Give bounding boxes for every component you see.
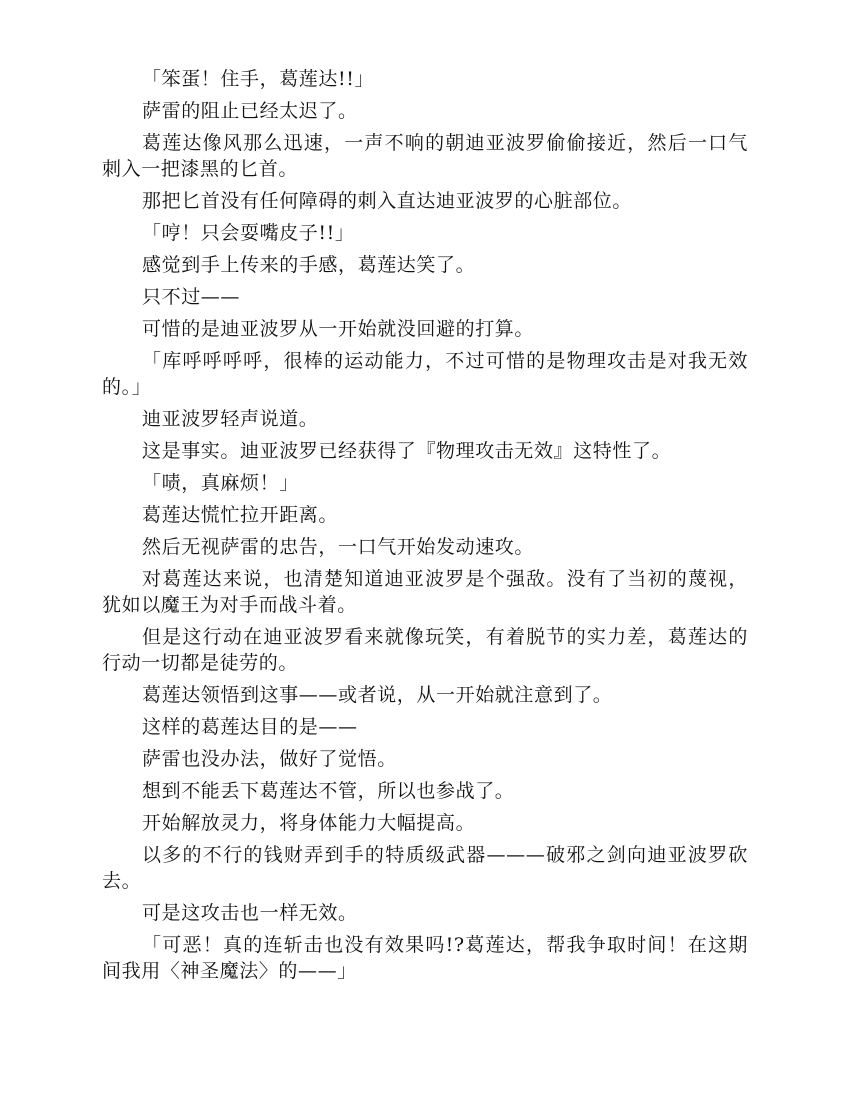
paragraph: 「库呼呼呼呼，很棒的运动能力，不过可惜的是物理攻击是对我无效的。」 xyxy=(102,350,748,398)
paragraph: 这是事实。迪亚波罗已经获得了『物理攻击无效』这特性了。 xyxy=(142,440,672,462)
paragraph: 那把匕首没有任何障碍的刺入直达迪亚波罗的心脏部位。 xyxy=(142,190,633,212)
document-page xyxy=(102,66,748,990)
paragraph: 葛莲达像风那么迅速，一声不响的朝迪亚波罗偷偷接近，然后一口气刺入一把漆黑的匕首。 xyxy=(102,132,748,180)
paragraph: 萨雷也没办法，做好了觉悟。 xyxy=(142,748,397,770)
paragraph: 只不过—— xyxy=(142,286,241,308)
paragraph: 然后无视萨雷的忠告，一口气开始发动速攻。 xyxy=(142,536,535,558)
paragraph: 想到不能丢下葛莲达不管，所以也参战了。 xyxy=(142,780,515,802)
paragraph: 开始解放灵力，将身体能力大幅提高。 xyxy=(142,812,476,834)
paragraph: 葛莲达领悟到这事——或者说，从一开始就注意到了。 xyxy=(142,684,613,706)
paragraph: 「可恶！真的连斩击也没有效果吗!?葛莲达，帮我争取时间！在这期间我用〈神圣魔法〉的——」 xyxy=(102,934,748,982)
paragraph: 葛莲达慌忙拉开距离。 xyxy=(142,504,339,526)
paragraph: 可惜的是迪亚波罗从一开始就没回避的打算。 xyxy=(142,318,535,340)
paragraph: 感觉到手上传来的手感，葛莲达笑了。 xyxy=(142,254,476,276)
paragraph: 「哼！只会耍嘴皮子!!」 xyxy=(142,222,355,244)
paragraph: 但是这行动在迪亚波罗看来就像玩笑，有着脱节的实力差，葛莲达的行动一切都是徒劳的。 xyxy=(102,626,748,674)
paragraph: 以多的不行的钱财弄到手的特质级武器———破邪之剑向迪亚波罗砍去。 xyxy=(102,844,748,892)
paragraph: 「啧，真麻烦！」 xyxy=(142,472,299,494)
paragraph: 「笨蛋！住手，葛莲达!!」 xyxy=(142,68,375,90)
paragraph: 可是这攻击也一样无效。 xyxy=(142,902,358,924)
paragraph: 这样的葛莲达目的是—— xyxy=(142,716,358,738)
paragraph: 萨雷的阻止已经太迟了。 xyxy=(142,100,358,122)
paragraph: 对葛莲达来说，也清楚知道迪亚波罗是个强敌。没有了当初的蔑视，犹如以魔王为对手而战斗着。 xyxy=(102,568,748,616)
paragraph: 迪亚波罗轻声说道。 xyxy=(142,408,319,430)
